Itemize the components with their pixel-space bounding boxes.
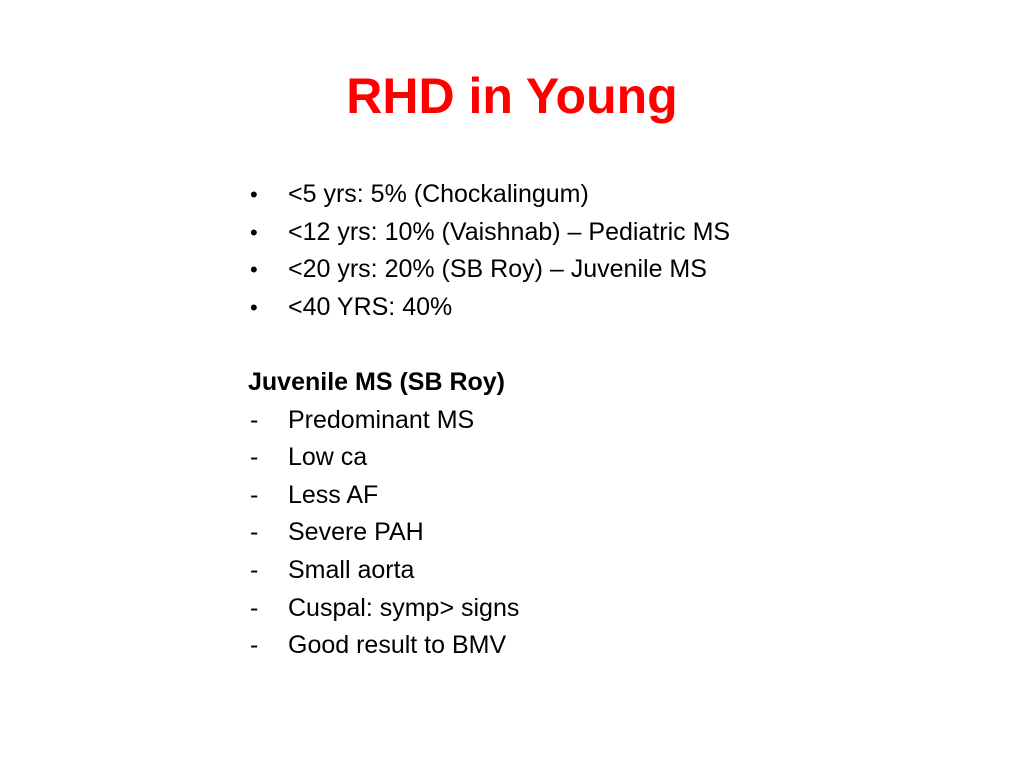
dash-item (248, 590, 968, 628)
bullet-item (248, 251, 968, 289)
dash-text: Predominant MS (288, 405, 475, 434)
dash-item (248, 439, 968, 477)
bullet-item (248, 176, 968, 214)
dash-text: Severe PAH (288, 518, 424, 547)
bullet-text: <5 yrs: 5% (Chockalingum) (288, 180, 589, 208)
dash-marker: - (250, 555, 259, 584)
blank-line (248, 326, 968, 364)
dash-item (248, 514, 968, 552)
bullet-marker: • (250, 182, 258, 207)
bullet-item (248, 214, 968, 252)
slide-title: RHD in Young (346, 68, 678, 124)
dash-marker: - (250, 443, 259, 472)
dash-item (248, 477, 968, 515)
dash-text: Good result to BMV (288, 631, 507, 660)
slide-content (248, 176, 968, 665)
bullet-marker: • (250, 219, 258, 245)
dash-item (248, 627, 968, 665)
bullet-marker: • (250, 257, 258, 283)
bullet-text: <20 yrs: 20% (SB Roy) – Juvenile MS (288, 255, 707, 284)
bullet-marker: • (250, 294, 258, 320)
dash-text: Low ca (288, 443, 368, 472)
bullet-text: <40 YRS: 40% (288, 292, 453, 321)
dash-text: Small aorta (288, 555, 415, 584)
dash-item (248, 552, 968, 590)
dash-item (248, 402, 968, 440)
bullet-text: <12 yrs: 10% (Vaishnab) – Pediatric MS (288, 217, 731, 246)
dash-marker: - (250, 631, 259, 660)
dash-marker: - (250, 593, 259, 622)
dash-marker: - (250, 518, 259, 547)
dash-marker: - (250, 405, 259, 434)
bullet-item (248, 289, 968, 327)
dash-text: Less AF (288, 480, 379, 509)
dash-text: Cuspal: symp> signs (288, 593, 520, 622)
dash-marker: - (250, 480, 259, 509)
subheading: Juvenile MS (SB Roy) (248, 367, 505, 396)
